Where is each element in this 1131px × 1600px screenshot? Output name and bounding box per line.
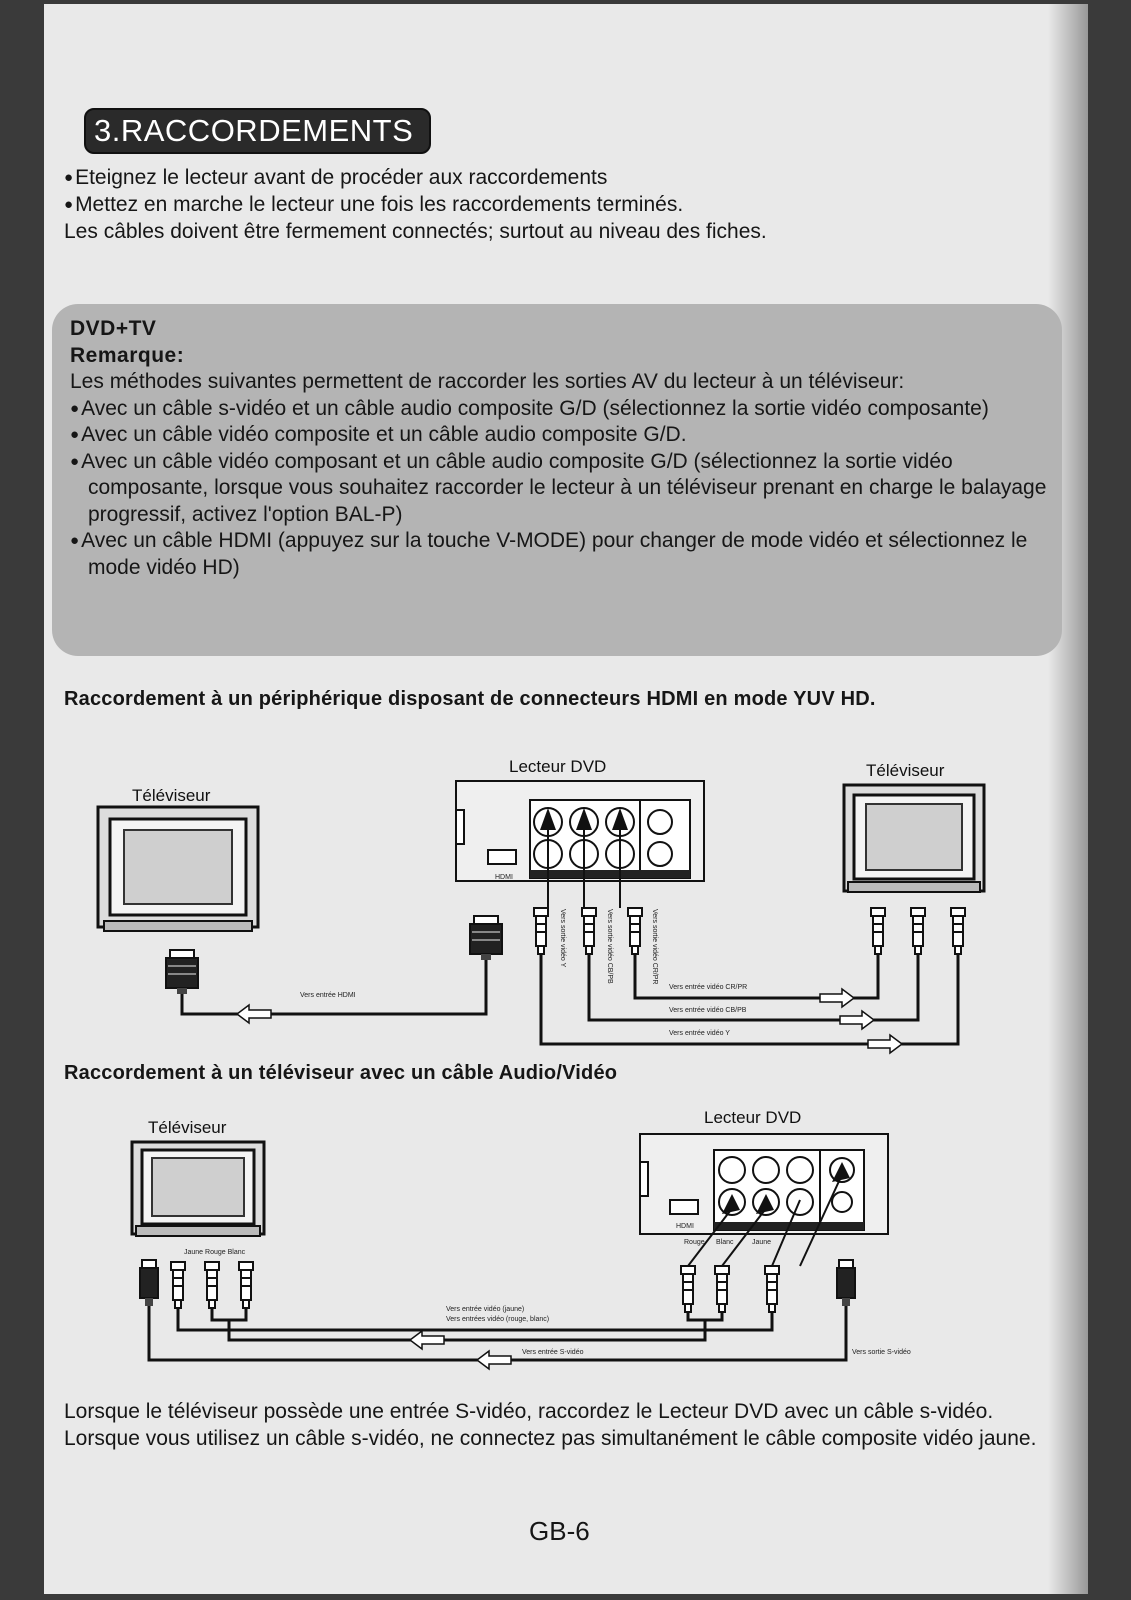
- diagram1-y-arrow: [868, 1035, 902, 1053]
- outro-line-1: Lorsque le téléviseur possède une entrée S-vidéo, raccordez le Lecteur DVD avec un câble s-vidéo.: [64, 1400, 994, 1423]
- note-item-3: ● Avec un câble vidéo composant et un câble audio composite G/D (sélectionnez la sortie vidéo composante, lorsque vous souhaitez raccorder le lecteur à un téléviseur prenant en charge le balayage progressif, activez l'option BAL-P): [70, 449, 1050, 529]
- intro-line-1: ● Eteignez le lecteur avant de procéder aux raccordements: [64, 164, 1044, 191]
- diagram1-rca-y-tv: [951, 908, 965, 954]
- diagram2-svideo-plug-tv: [140, 1260, 158, 1306]
- diagram1-dvd-label: Lecteur DVD: [509, 757, 607, 776]
- diagram2-svideo-plug-dvd: [837, 1260, 855, 1306]
- diagram1-rca-cb-tv: [911, 908, 925, 954]
- diagram1-heading: Raccordement à un périphérique disposant de connecteurs HDMI en mode YUV HD.: [64, 688, 876, 710]
- diagram1-vlabel-y: Vers sortie vidéo Y: [559, 909, 566, 968]
- diagram2-dvd-panel: [640, 1134, 888, 1266]
- diagram2-svideo-arrow: [477, 1351, 511, 1369]
- diagram2-rca-jaune-tv: [171, 1262, 185, 1308]
- diagram2-hdmi-port-label: HDMI: [676, 1223, 694, 1230]
- diagram1-hdmi-cable: [182, 960, 486, 1014]
- diagram1-label-y-in: Vers entrée vidéo Y: [669, 1030, 730, 1037]
- diagram1-hdmi-plug-tv: [166, 950, 198, 994]
- diagram1-cb-cable: [589, 954, 918, 1020]
- diagram2-svideo-cable: [149, 1306, 846, 1360]
- note-item-2: ● Avec un câble vidéo composite et un câble audio composite G/D.: [70, 422, 1050, 449]
- note-item-1: ● Avec un câble s-vidéo et un câble audio composite G/D (sélectionnez la sortie vidéo composante): [70, 396, 1050, 423]
- diagram1-hdmi-arrow: [237, 1005, 271, 1023]
- outro-text: [64, 1398, 1044, 1452]
- diagram2-label-audio-in: Vers entrées vidéo (rouge, blanc): [446, 1316, 550, 1323]
- diagram2-dvd-label: Lecteur DVD: [704, 1108, 802, 1127]
- diagram2-label-svideo-out: Vers sortie S-vidéo: [852, 1349, 911, 1356]
- diagram2-rca-jaune-dvd: [765, 1266, 779, 1312]
- connection-diagrams: [44, 4, 1088, 1594]
- diagram2-tv: [132, 1142, 264, 1236]
- section-title: 3.RACCORDEMENTS: [84, 108, 431, 154]
- diagram2-heading: Raccordement à un téléviseur avec un câble Audio/Vidéo: [64, 1062, 618, 1084]
- diagram2-label-rouge: Rouge: [684, 1239, 705, 1246]
- diagram1-cb-arrow: [840, 1011, 874, 1029]
- diagram2-tv-label: Téléviseur: [148, 1118, 227, 1137]
- diagram2-label-svideo-in: Vers entrée S-vidéo: [522, 1349, 584, 1356]
- diagram2-label-video-in: Vers entrée vidéo (jaune): [446, 1306, 525, 1313]
- diagram2-label-jaune: Jaune: [752, 1239, 772, 1246]
- diagram2-rca-blanc-tv: [239, 1262, 253, 1308]
- diagram2-tv-plug-labels: Jaune Rouge Blanc: [184, 1249, 246, 1256]
- note-item-4: ● Avec un câble HDMI (appuyez sur la touche V-MODE) pour changer de mode vidéo et sélectionnez le mode vidéo HD): [70, 528, 1050, 581]
- diagram1-rca-cr-tv: [871, 908, 885, 954]
- diagram2-label-blanc: Blanc: [716, 1239, 734, 1246]
- diagram1-rca-cr-dvd: [628, 908, 642, 954]
- diagram1-rca-y-dvd: [534, 908, 548, 954]
- diagram1-tv-left-label: Téléviseur: [132, 786, 211, 805]
- diagram2-rca-rouge-tv: [205, 1262, 219, 1308]
- diagram1-hdmi-port-label: HDMI: [495, 874, 513, 881]
- note-lead: Les méthodes suivantes permettent de raccorder les sorties AV du lecteur à un téléviseur:: [70, 370, 905, 393]
- diagram2-audio-arrow: [410, 1331, 444, 1349]
- diagram1-vlabel-cb: Vers sortie vidéo CB/PB: [606, 909, 613, 984]
- diagram1-label-cr-in: Vers entrée vidéo CR/PR: [669, 984, 748, 991]
- diagram1-label-hdmi-in: Vers entrée HDMI: [300, 992, 356, 999]
- page-number: GB-6: [529, 1516, 590, 1546]
- diagram2-rca-rouge-dvd: [681, 1266, 695, 1312]
- intro-line-2: ● Mettez en marche le lecteur une fois les raccordements terminés.: [64, 191, 1044, 218]
- diagram1-label-cb-in: Vers entrée vidéo CB/PB: [669, 1007, 747, 1014]
- note-heading: DVD+TV: [70, 317, 157, 340]
- diagram1-vlabel-cr: Vers sortie vidéo CR/PR: [651, 909, 658, 985]
- intro-line-3: Les câbles doivent être fermement connectés; surtout au niveau des fiches.: [64, 220, 767, 243]
- diagram2-rca-blanc-dvd: [715, 1266, 729, 1312]
- diagram1-tv-right: [844, 785, 984, 892]
- diagram1-hdmi-plug-dvd: [470, 916, 502, 960]
- diagram1-cr-arrow: [820, 989, 854, 1007]
- diagram1-dvd-panel: [456, 781, 704, 908]
- outro-line-2: Lorsque vous utilisez un câble s-vidéo, ne connectez pas simultanément le câble composite vidéo jaune.: [64, 1427, 1037, 1450]
- note-remark-label: Remarque:: [70, 343, 185, 367]
- diagram1-rca-cb-dvd: [582, 908, 596, 954]
- manual-page: [44, 4, 1088, 1594]
- diagram1-tv-left: [98, 807, 258, 931]
- diagram1-tv-right-label: Téléviseur: [866, 761, 945, 780]
